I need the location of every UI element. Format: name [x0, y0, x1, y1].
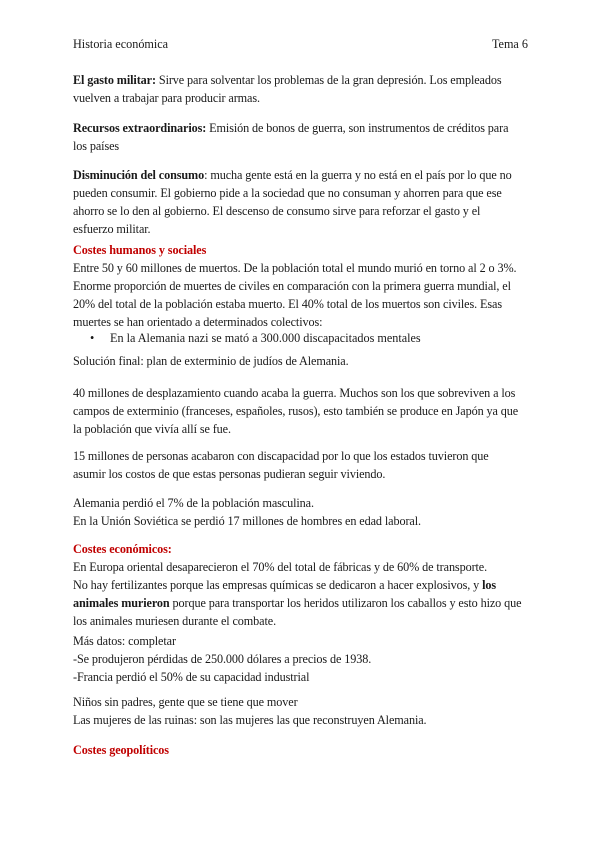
section-heading: Costes geopolíticos	[73, 743, 169, 757]
paragraph-line: Disminución del consumo: mucha gente está en la guerra y no está en el país por lo que no	[73, 168, 512, 182]
paragraph-line: No hay fertilizantes porque las empresas químicas se dedicaron a hacer explosivos, y los	[73, 578, 497, 592]
paragraph-line: Más datos: completar	[73, 634, 176, 648]
paragraph-line: los animales muriesen durante el combate.	[73, 614, 277, 628]
paragraph-disability	[73, 447, 533, 483]
paragraph-line: vuelven a trabajar para producir armas.	[73, 91, 260, 105]
term-bold: Recursos extraordinarios:	[73, 121, 207, 135]
paragraph-line: muertes se han orientado a determinados colectivos:	[73, 315, 323, 329]
paragraph-line: En la Unión Soviética se perdió 17 millones de hombres en edad laboral.	[73, 514, 421, 528]
paragraph-line: esfuerzo militar.	[73, 222, 151, 236]
paragraph-line: Las mujeres de las ruinas: son las mujeres las que reconstruyen Alemania.	[73, 713, 427, 727]
paragraph-orphans-women	[73, 693, 533, 729]
term-bold: animales murieron	[73, 596, 170, 610]
section-geopolitical-costs	[73, 741, 533, 759]
bullet-icon: •	[90, 331, 95, 345]
paragraph-line: asumir los costos de que estas personas pudieran seguir viviendo.	[73, 467, 386, 481]
paragraph-line: 15 millones de personas acabaron con discapacidad por lo que los estados tuvieron que	[73, 449, 489, 463]
term-bold: Disminución del consumo	[73, 168, 205, 182]
paragraph-more-data	[73, 632, 533, 686]
paragraph-line: campos de exterminio (franceses, españoles, rusos), esto también se produce en Japón ya que	[73, 404, 519, 418]
paragraph-population-loss	[73, 494, 533, 530]
paragraph-line: Niños sin padres, gente que se tiene que mover	[73, 695, 298, 709]
paragraph-line: El gasto militar: Sirve para solventar los problemas de la gran depresión. Los empleados	[73, 73, 502, 87]
section-human-costs	[73, 241, 533, 331]
paragraph-line: 20% del total de la población estaba muerto. El 40% total de los muertos son civiles. Esas	[73, 297, 502, 311]
paragraph-line: Solución final: plan de exterminio de judíos de Alemania.	[73, 354, 349, 368]
paragraph-final-solution	[73, 352, 533, 370]
section-economic-costs	[73, 540, 533, 630]
paragraph-line: Enorme proporción de muertes de civiles en comparación con la primera guerra mundial, el	[73, 279, 511, 293]
paragraph-consumption-decrease	[73, 166, 533, 238]
paragraph-line: pueden consumir. El gobierno pide a la sociedad que no consuman y ahorren para que ese	[73, 186, 502, 200]
header-topic: Tema 6	[491, 37, 528, 51]
paragraph-line: ahorro se lo den al gobierno. El descenso de consumo sirve para reforzar el gasto y el	[73, 204, 481, 218]
paragraph-displacement	[73, 384, 533, 438]
section-heading: Costes económicos:	[73, 542, 172, 556]
paragraph-line: Alemania perdió el 7% de la población masculina.	[73, 496, 314, 510]
term-bold: El gasto militar:	[73, 73, 156, 87]
paragraph-line: -Francia perdió el 50% de su capacidad industrial	[73, 670, 310, 684]
paragraph-line: -Se produjeron pérdidas de 250.000 dólares a precios de 1938.	[73, 652, 372, 666]
paragraph-line: los países	[73, 139, 120, 153]
paragraph-line: 40 millones de desplazamiento cuando acaba la guerra. Muchos son los que sobreviven a los	[73, 386, 516, 400]
section-heading: Costes humanos y sociales	[73, 243, 207, 257]
paragraph-line: En Europa oriental desaparecieron el 70% del total de fábricas y de 60% de transporte.	[73, 560, 488, 574]
paragraph-line: Entre 50 y 60 millones de muertos. De la población total el mundo murió en torno al 2 o 3%.	[73, 261, 517, 275]
term-bold: los	[482, 578, 497, 592]
paragraph-line: la población que vivía allí se fue.	[73, 422, 231, 436]
paragraph-line: Recursos extraordinarios: Emisión de bonos de guerra, son instrumentos de créditos para	[73, 121, 509, 135]
paragraph-extraordinary-resources	[73, 119, 533, 155]
paragraph-military-spending	[73, 71, 533, 107]
list-item-text: En la Alemania nazi se mató a 300.000 discapacitados mentales	[110, 331, 421, 345]
paragraph-line: animales murieron porque para transportar los heridos utilizaron los caballos y esto hizo que	[73, 596, 522, 610]
header-subject: Historia económica	[73, 37, 169, 51]
